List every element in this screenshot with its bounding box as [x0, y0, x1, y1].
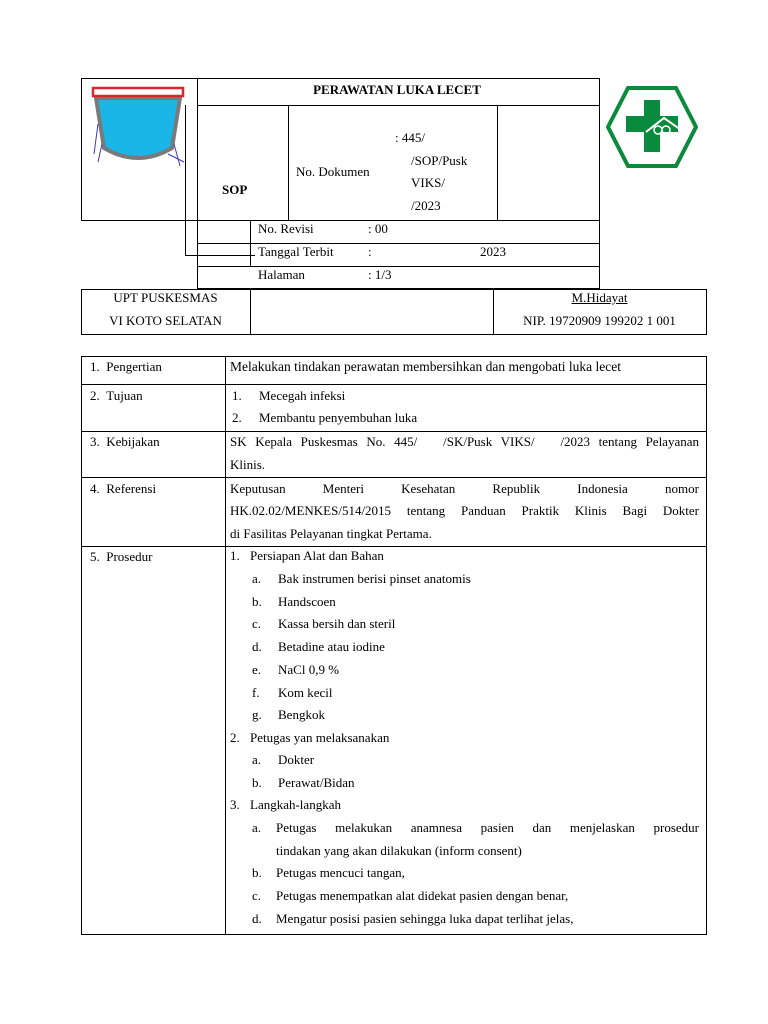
row-label-tujuan: 2. Tujuan — [90, 388, 143, 403]
signer-name: M.Hidayat — [571, 290, 628, 305]
header-title-row-line — [197, 105, 600, 106]
prosedur-3a-line1: Petugas melakukan anamnesa pasien dan menjelaskan prosedur — [276, 820, 699, 835]
doc-number-value-1: : 445/ — [395, 130, 425, 145]
issue-date-value: 2023 — [480, 244, 506, 259]
prosedur-step-3: 3. Langkah-langkah — [230, 797, 341, 812]
row-label-referensi: 4. Referensi — [90, 481, 157, 496]
header-right-logo-line — [599, 78, 600, 221]
row-label-pengertian: 1. Pengertian — [90, 359, 162, 374]
revision-col-line — [250, 221, 251, 266]
referensi-word-2: Menteri — [322, 481, 364, 496]
prosedur-1f: f. Kom kecil — [252, 685, 333, 700]
row-line-1 — [81, 384, 707, 385]
page-count-label: Halaman — [258, 267, 305, 282]
row-label-prosedur: 5. Prosedur — [90, 549, 153, 564]
revision-value: : 00 — [368, 221, 388, 236]
doc-number-value-4: /2023 — [411, 198, 441, 213]
prosedur-1c: c. Kassa bersih dan steril — [252, 616, 396, 631]
referensi-word-3: Kesehatan — [401, 481, 456, 496]
kebijakan-line-1: SK Kepala Puskesmas No. 445/ /SK/Pusk VIKS/ /2023 tentang Pelayanan — [230, 434, 699, 449]
org-col-line — [250, 289, 251, 335]
row-line-2 — [81, 431, 707, 432]
header-docval-col-line — [497, 105, 498, 220]
doc-number-label: No. Dokumen — [296, 164, 370, 179]
prosedur-1e: e. NaCl 0,9 % — [252, 662, 340, 677]
tujuan-item-2: 2. Membantu penyembuhan luka — [232, 410, 418, 425]
signer-nip: NIP. 19720909 199202 1 001 — [523, 313, 676, 328]
doc-number-value-3: VIKS/ — [411, 175, 445, 190]
row-label-kebijakan: 3. Kebijakan — [90, 434, 160, 449]
prosedur-3a-line2: tindakan yang akan dilakukan (inform consent) — [276, 843, 522, 858]
pengertian-text: Melakukan tindakan perawatan membersihkan dan mengobati luka lecet — [230, 359, 621, 374]
prosedur-3b: b. Petugas mencuci tangan, — [252, 865, 405, 880]
logo-overlay-line — [185, 105, 186, 255]
sop-label: SOP — [222, 182, 248, 197]
kebijakan-line-2: Klinis. — [230, 457, 266, 472]
referensi-line-2: HK.02.02/MENKES/514/2015 tentang Panduan Praktik Klinis Bagi Dokter — [230, 503, 699, 518]
prosedur-2b: b. Perawat/Bidan — [252, 775, 355, 790]
prosedur-3d: d. Mengatur posisi pasien sehingga luka dapat terlihat jelas, — [252, 911, 574, 926]
referensi-line-3: di Fasilitas Pelayanan tingkat Pertama. — [230, 526, 432, 541]
issue-date-label: Tanggal Terbit — [258, 244, 334, 259]
prosedur-1g: g. Bengkok — [252, 707, 325, 722]
doc-number-value-2: /SOP/Pusk — [411, 153, 468, 168]
row-line-3 — [81, 477, 707, 478]
regional-shield-logo-icon — [88, 84, 188, 174]
referensi-word-6: nomor — [664, 481, 699, 496]
referensi-line-1 — [230, 481, 699, 497]
row-line-4 — [81, 546, 707, 547]
issue-date-colon: : — [368, 244, 372, 259]
page-count-value: : 1/3 — [368, 267, 392, 282]
prosedur-1b: b. Handscoen — [252, 594, 336, 609]
prosedur-1d: d. Betadine atau iodine — [252, 639, 385, 654]
referensi-word-1: Keputusan — [230, 481, 286, 496]
prosedur-step-2: 2. Petugas yan melaksanakan — [230, 730, 390, 745]
org-name-line2: VI KOTO SELATAN — [109, 313, 222, 328]
prosedur-2a: a. Dokter — [252, 752, 315, 767]
prosedur-1a: a. Bak instrumen berisi pinset anatomis — [252, 571, 471, 586]
puskesmas-cross-logo-icon — [606, 86, 698, 168]
header-doc-col-line — [288, 105, 289, 220]
page-title: PERAWATAN LUKA LECET — [313, 82, 481, 97]
prosedur-3c: c. Petugas menempatkan alat didekat pasien dengan benar, — [252, 888, 569, 903]
referensi-word-4: Republik — [492, 481, 541, 496]
tujuan-item-1: 1. Mecegah infeksi — [232, 388, 346, 403]
referensi-word-5: Indonesia — [577, 481, 628, 496]
prosedur-3a-num: a. — [252, 820, 262, 835]
org-name-line1: UPT PUSKESMAS — [113, 290, 218, 305]
prosedur-step-1: 1. Persiapan Alat dan Bahan — [230, 548, 384, 563]
logo-overlay-line-bottom — [185, 255, 255, 256]
content-label-col-line — [225, 356, 226, 935]
revision-label: No. Revisi — [258, 221, 314, 236]
